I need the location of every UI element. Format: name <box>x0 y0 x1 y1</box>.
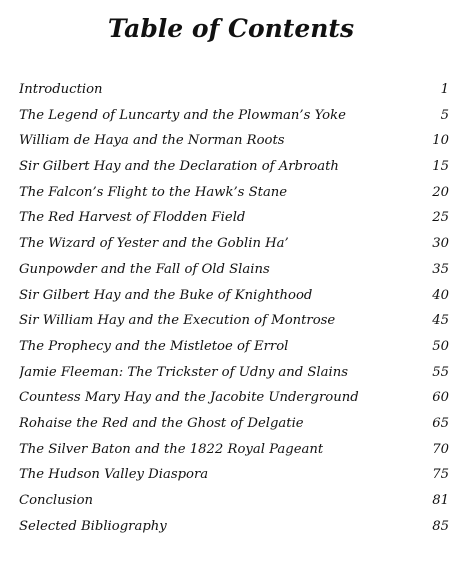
toc-entry[interactable] <box>19 360 449 386</box>
toc-entry-title: Sir Gilbert Hay and the Declaration of Arbroath <box>19 159 339 175</box>
toc-entry-page: 60 <box>432 390 449 406</box>
toc-entry[interactable] <box>19 385 449 411</box>
toc-entry[interactable] <box>19 283 449 309</box>
toc-entry-title: Selected Bibliography <box>19 518 167 534</box>
toc-entry-title: The Wizard of Yester and the Goblin Ha’ <box>19 236 289 252</box>
toc-entry-page: 81 <box>432 493 449 508</box>
toc-entry-page: 10 <box>432 133 449 149</box>
toc-entry[interactable] <box>19 257 449 283</box>
toc-entry-page: 25 <box>432 210 449 226</box>
toc-entry-title: Rohaise the Red and the Ghost of Delgatie <box>19 415 304 431</box>
toc-entry-title: The Falcon’s Flight to the Hawk’s Stane <box>19 184 288 200</box>
toc-entry[interactable] <box>19 103 449 129</box>
toc-entry[interactable] <box>19 77 449 103</box>
toc-entry[interactable] <box>19 514 449 540</box>
toc-entry-page: 45 <box>432 313 449 329</box>
toc-entry-title: Sir Gilbert Hay and the Buke of Knighthood <box>19 287 313 303</box>
toc-entry-title: The Hudson Valley Diaspora <box>19 467 209 483</box>
toc-entry[interactable] <box>19 488 449 514</box>
toc-entry[interactable] <box>19 128 449 154</box>
toc-entry-page: 85 <box>432 518 449 534</box>
toc-entry-page: 30 <box>432 236 449 252</box>
toc-entry-title: The Prophecy and the Mistletoe of Errol <box>19 338 289 354</box>
toc-entry[interactable] <box>19 462 449 488</box>
toc-entry[interactable] <box>19 437 449 463</box>
toc-entry-page: 75 <box>432 467 449 483</box>
toc-entry[interactable] <box>19 231 449 257</box>
toc-entry-title: Gunpowder and the Fall of Old Slains <box>19 261 270 277</box>
toc-entry-title: The Red Harvest of Flodden Field <box>19 210 246 226</box>
toc-entry-title: Introduction <box>19 82 103 97</box>
toc-entry-page: 5 <box>440 107 449 123</box>
toc-entry[interactable] <box>19 411 449 437</box>
toc-entry-page: 40 <box>432 287 449 303</box>
toc-entry-page: 35 <box>432 261 449 277</box>
toc-entry-title: Countess Mary Hay and the Jacobite Underground <box>19 390 359 406</box>
toc-entry[interactable] <box>19 180 449 206</box>
toc-entry[interactable] <box>19 334 449 360</box>
toc-entry-page: 50 <box>432 338 449 354</box>
toc-entry-page: 1 <box>440 82 449 97</box>
toc-entry-page: 70 <box>432 441 449 457</box>
toc-entry[interactable] <box>19 205 449 231</box>
toc-entry-page: 65 <box>432 415 449 431</box>
toc-entry-title: William de Haya and the Norman Roots <box>19 133 285 149</box>
toc-entry[interactable] <box>19 308 449 334</box>
toc-entry[interactable] <box>19 154 449 180</box>
toc-entry-title: The Legend of Luncarty and the Plowman’s Yoke <box>19 107 346 123</box>
toc-entry-title: Sir William Hay and the Execution of Montrose <box>19 313 336 329</box>
toc-entry-title: Conclusion <box>19 493 94 508</box>
toc-entry-title: The Silver Baton and the 1822 Royal Pageant <box>19 441 324 457</box>
toc-entry-page: 55 <box>432 364 449 380</box>
toc-entry-page: 20 <box>432 184 449 200</box>
page-title: Table of Contents <box>107 14 355 43</box>
toc-entry-title: Jamie Fleeman: The Trickster of Udny and Slains <box>19 364 348 380</box>
toc-entry-page: 15 <box>432 159 449 175</box>
toc-list <box>19 77 449 539</box>
